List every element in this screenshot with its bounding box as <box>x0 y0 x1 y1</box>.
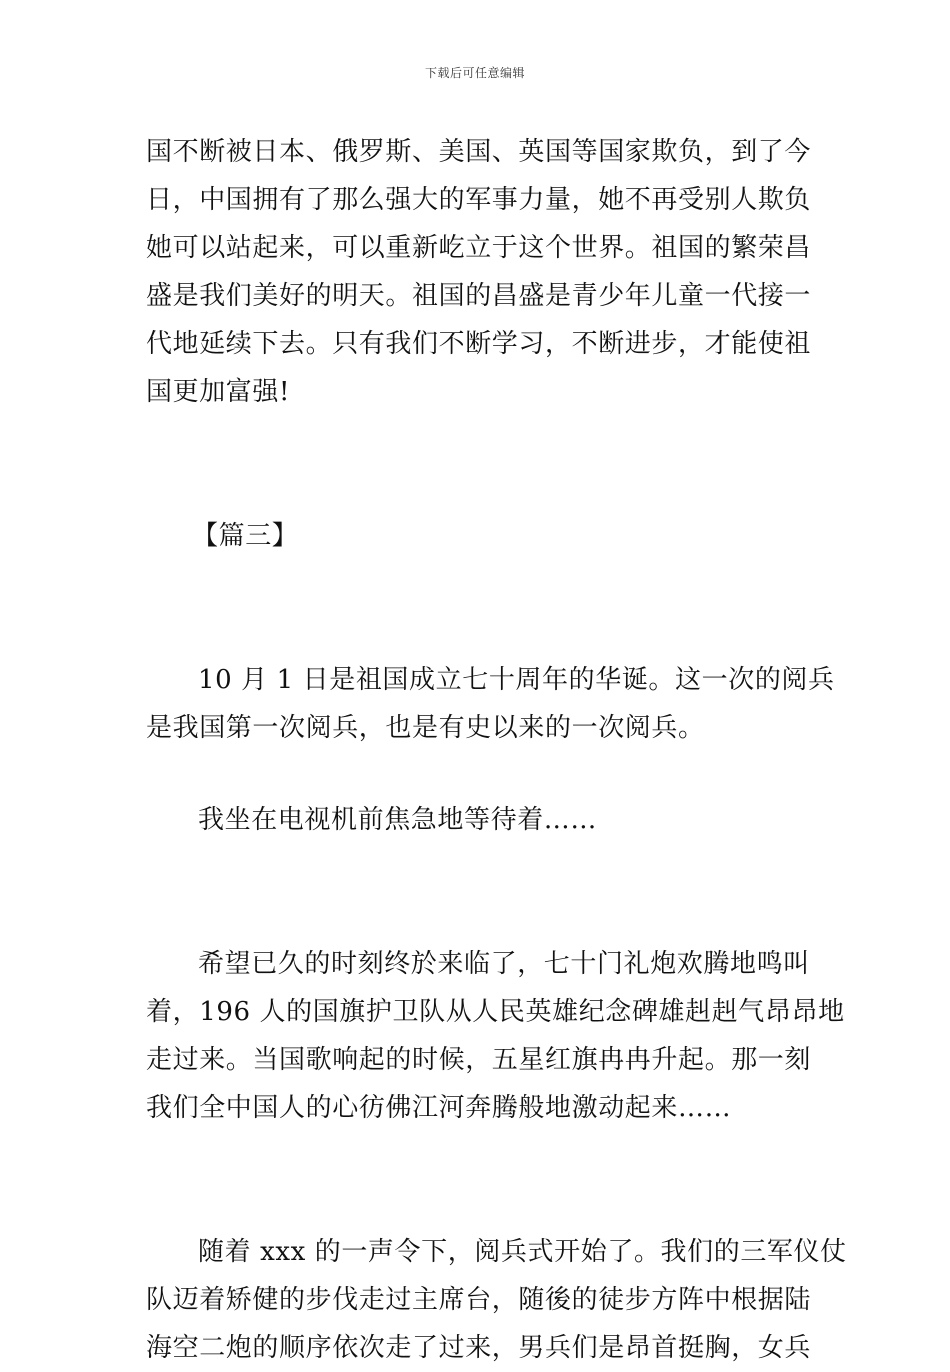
paragraph-line: 走过来。当国歌响起的时候，五星红旗冉冉升起。那一刻 <box>146 1045 812 1075</box>
paragraph-line: 我坐在电视机前焦急地等待着…… <box>198 805 598 835</box>
paragraph-2 <box>146 656 835 752</box>
paragraph-line: 10 月 1 日是祖国成立七十周年的华诞。这一次的阅兵 <box>198 665 835 695</box>
paragraph-1 <box>146 128 812 416</box>
paragraph-line: 我们全中国人的心彷佛江河奔腾般地激动起来…… <box>146 1093 732 1123</box>
paragraph-line: 随着 xxx 的一声令下，阅兵式开始了。我们的三军仪仗 <box>198 1237 847 1267</box>
paragraph-line: 盛是我们美好的明天。祖国的昌盛是青少年儿童一代接一 <box>146 281 812 311</box>
paragraph-4 <box>146 940 845 1132</box>
paragraph-line: 日，中国拥有了那么强大的军事力量，她不再受别人欺负 <box>146 185 812 215</box>
paragraph-line: 国不断被日本、俄罗斯、美国、英国等国家欺负，到了今 <box>146 137 812 167</box>
paragraph-line: 代地延续下去。只有我们不断学习，不断进步，才能使祖 <box>146 329 812 359</box>
section-heading <box>146 512 806 560</box>
paragraph-3 <box>146 796 806 844</box>
paragraph-line: 希望已久的时刻终於来临了，七十门礼炮欢腾地鸣叫 <box>198 949 810 979</box>
section-heading-text: 【篇三】 <box>192 521 299 551</box>
document-body <box>146 128 847 1372</box>
paragraph-line: 是我国第一次阅兵，也是有史以来的一次阅兵。 <box>146 713 705 743</box>
paragraph-line: 她可以站起来，可以重新屹立于这个世界。祖国的繁荣昌 <box>146 233 812 263</box>
paragraph-5 <box>146 1228 847 1372</box>
paragraph-line: 着，196 人的国旗护卫队从人民英雄纪念碑雄赳赳气昂昂地 <box>146 997 845 1027</box>
paragraph-line: 队迈着矫健的步伐走过主席台，随後的徒步方阵中根据陆 <box>146 1285 812 1315</box>
paragraph-line: 国更加富强! <box>146 377 291 407</box>
paragraph-line: 海空二炮的顺序依次走了过来，男兵们是昂首挺胸，女兵 <box>146 1333 812 1363</box>
page-header-note: 下载后可任意编辑 <box>424 66 525 80</box>
